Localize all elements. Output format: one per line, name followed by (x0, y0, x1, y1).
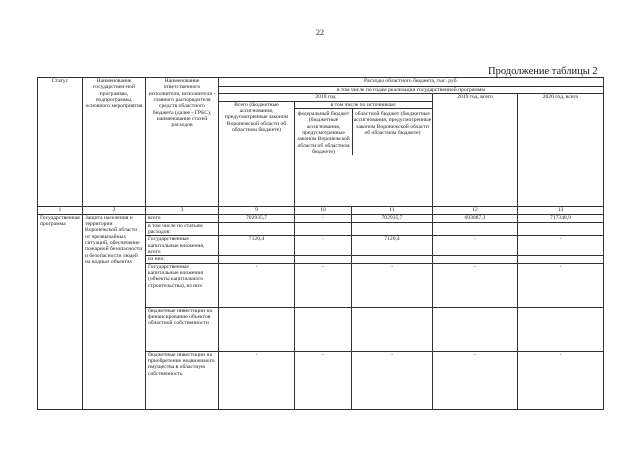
value-cell: - (352, 263, 433, 307)
column-number: 13 (518, 206, 604, 214)
budget-table (37, 77, 604, 410)
table-row (38, 214, 604, 222)
row-name: всего (146, 214, 219, 222)
value-cell: 7120,4 (219, 236, 295, 256)
header-year-2019: 2019 год, всего (433, 94, 518, 206)
value-cell: - (295, 263, 352, 307)
status-cell: Государственная программа (38, 214, 83, 409)
value-cell: - (352, 351, 433, 409)
header-expenses: Расходы областного бюджета, тыс. руб. (219, 78, 604, 87)
header-year-2018: 2018 год (219, 94, 433, 101)
value-cell: - (433, 236, 518, 256)
value-cell (352, 256, 433, 263)
row-name: в том числе по статьям расходов: (146, 222, 219, 236)
value-cell (295, 307, 352, 351)
header-sources-block (295, 101, 433, 206)
row-name: бюджетные инвестиции на приобретение недвижимого имущества в областную собственность (146, 351, 219, 409)
column-number: 1 (38, 206, 83, 214)
value-cell (518, 256, 604, 263)
row-name: Государственные капитальные вложения, всего (146, 236, 219, 256)
row-name: из них: (146, 256, 219, 263)
value-cell (352, 222, 433, 236)
value-cell: - (433, 351, 518, 409)
value-cell: - (518, 236, 604, 256)
value-cell (295, 256, 352, 263)
column-number: 12 (433, 206, 518, 214)
value-cell: - (295, 236, 352, 256)
program-cell: Защита населения и территории Воронежской области от чрезвычайных ситуаций, обеспечение пожарной безопасности и безопасности людей на водных объектах (83, 214, 146, 409)
value-cell (219, 256, 295, 263)
column-number: 9 (219, 206, 295, 214)
value-cell: 693087,3 (433, 214, 518, 222)
column-numbers-row (38, 206, 604, 214)
value-cell (433, 256, 518, 263)
value-cell (433, 307, 518, 351)
header-federal: федеральный бюджет (бюджетные ассигнования, предусмотренные законом Воронежской области об областном бюджете) (295, 109, 353, 155)
value-cell: - (518, 351, 604, 409)
value-cell: - (295, 214, 352, 222)
column-number: 10 (295, 206, 352, 214)
column-number: 3 (146, 206, 219, 214)
header-status: Статус (38, 78, 83, 207)
value-cell: 702935,7 (352, 214, 433, 222)
value-cell: - (518, 263, 604, 307)
row-name: Государственные капитальные вложения (объекты капитального строительства), из них: (146, 263, 219, 307)
value-cell (219, 222, 295, 236)
value-cell: - (219, 263, 295, 307)
header-sources: в том числе по источникам: (295, 102, 432, 109)
value-cell: - (433, 263, 518, 307)
value-cell: 7120,4 (352, 236, 433, 256)
value-cell (518, 222, 604, 236)
header-executor: Наименование ответственного исполнителя, исполнителя - главного распорядителя средств областного бюджета (далее - ГРБС), наименование статей расходов (146, 78, 219, 207)
value-cell (433, 222, 518, 236)
header-regional: областной бюджет (бюджетные ассигнования, предусмотренные законом Воронежской области об областном бюджете) (353, 110, 432, 136)
header-by-years: в том числе по годам реализации государственной программы (219, 87, 604, 94)
value-cell (295, 222, 352, 236)
header-year-2020: 2020 год, всего (518, 94, 604, 206)
value-cell (219, 307, 295, 351)
value-cell: - (295, 351, 352, 409)
value-cell: - (219, 351, 295, 409)
row-name: бюджетные инвестиции на финансирование объектов областной собственности (146, 307, 219, 351)
column-number: 2 (83, 206, 146, 214)
page-number: 22 (316, 28, 324, 37)
value-cell: 702935,7 (219, 214, 295, 222)
table-continuation-label: Продолжение таблицы 2 (488, 66, 598, 77)
header-total-2018: Всего (бюджетные ассигнования, предусмотренные законом Воронежской области об областном бюджете) (219, 101, 295, 206)
value-cell (518, 307, 604, 351)
value-cell: 717348,9 (518, 214, 604, 222)
value-cell (352, 307, 433, 351)
column-number: 11 (352, 206, 433, 214)
header-program-name: Наименование государствен-ной программы, подпрограммы, основного мероприятия (83, 78, 146, 207)
